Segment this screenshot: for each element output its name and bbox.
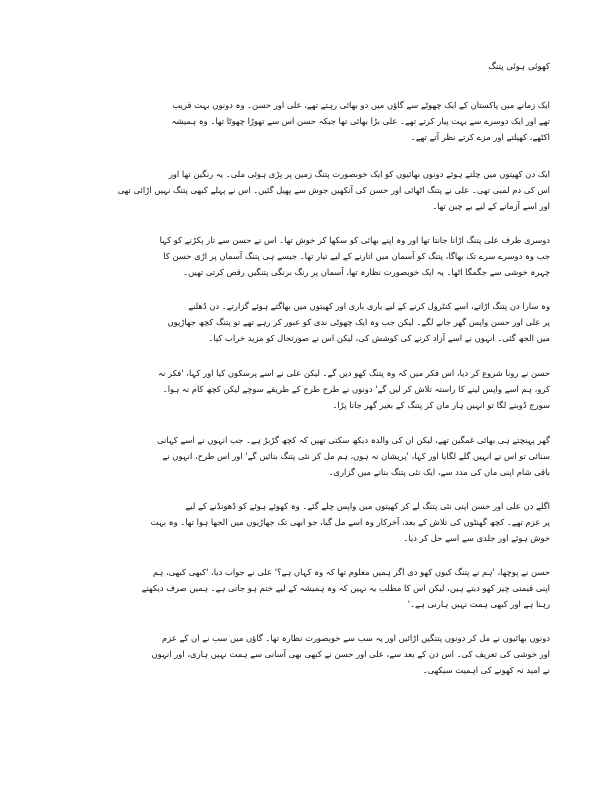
paragraph-line: اپنی قیمتی چیز کھو دیتے ہیں، لیکن اس کا مطلب یہ نہیں کہ وہ ہمیشہ کے لیے ختم ہو جاتی ہے۔ ہمیں صرف دیکھتے (141, 583, 550, 593)
paragraph-8 (60, 564, 550, 612)
paragraph-line: چہرہ خوشی سے جگمگا اٹھا۔ یہ ایک خوبصورت نظارہ تھا، آسمان پر رنگ برنگی پتنگیں رقص کرتی تھیں۔ (183, 267, 550, 277)
paragraph-line: ایک دن کھیتوں میں چلتے ہوئے دونوں بھائیوں کو ایک خوبصورت پتنگ زمین پر پڑی ہوئی ملی۔ یہ رنگین تھا اور (168, 169, 550, 179)
paragraph-3 (60, 232, 550, 280)
paragraph-7 (60, 498, 550, 546)
paragraph-line: حسن نے پوچھا، 'ہم نے پتنگ کیوں کھو دی اگر ہمیں معلوم تھا کہ وہ کہاں ہے؟' علی نے جواب دیا، 'کبھی کبھی، ہم (152, 567, 550, 577)
paragraph-line: دونوں بھائیوں نے مل کر دونوں پتنگیں اڑائیں اور یہ سب سے خوبصورت نظارہ تھا۔ گاؤں میں سب نے ان کے عزم (162, 633, 550, 643)
paragraph-line: اور خوشی کی تعریف کی۔ اس دن کے بعد سے، علی اور حسن نے کبھی بھی آسانی سے ہمت نہیں ہاری، اور انہوں (151, 649, 550, 659)
paragraph-1 (60, 97, 550, 145)
paragraph-5 (60, 365, 550, 413)
paragraph-line: وہ سارا دن پتنگ اڑاتے، اسے کنٹرول کرنے کے لیے باری باری اور کھیتوں میں بھاگتے ہوئے گزارتے۔ دن ڈھلنے (188, 301, 550, 311)
paragraph-line: اگلے دن علی اور حسن اپنی نئی پتنگ لے کر کھیتوں میں واپس چلے گئے۔ وہ کھوئے ہوئے کو ڈھونڈنے کے لیے (185, 501, 550, 511)
paragraph-line: سنائی تو اس نے انہیں گلے لگایا اور کہا، 'پریشان نہ ہوں، ہم مل کر نئی پتنگ بنائیں گے' اور اس طرح، انہوں نے (162, 451, 550, 461)
paragraph-line: گھر پہنچتے ہی بھائی غمگین تھے، لیکن ان کی والدہ دیکھ سکتی تھیں کہ کچھ گڑبڑ ہے۔ جب انہوں نے اسے کہانی (157, 435, 550, 445)
paragraph-2 (60, 166, 550, 214)
paragraph-line: پر عزم تھے۔ کچھ گھنٹوں کی تلاش کے بعد، آخرکار وہ اسے مل گیا، جو ابھی تک جھاڑیوں میں الجھا ہوا تھا۔ وہ بہت (150, 517, 550, 527)
paragraph-line: دوسری طرف علی پتنگ اڑانا جانتا تھا اور وہ اپنے بھائی کو سکھا کر خوش تھا۔ اس نے حسن سے تار پکڑنے کو کہا (159, 235, 550, 245)
paragraph-line: اور اسے آزمانے کے لیے بے چین تھا۔ (432, 201, 550, 211)
paragraph-line: ایک زمانے میں پاکستان کے ایک چھوٹے سے گاؤں میں دو بھائی رہتے تھے، علی اور حسن۔ وہ دونوں بہت قریب (172, 100, 550, 110)
paragraph-line: اس کی دم لمبی تھی۔ علی نے پتنگ اٹھائی اور حسن کی آنکھیں جوش سے پھیل گئیں۔ اس نے پہلے کبھی پتنگ نہیں اڑائی تھی (117, 185, 550, 195)
paragraph-line: باقی شام اپنی ماں کی مدد سے، ایک نئی پتنگ بنانے میں گزاری۔ (328, 467, 550, 477)
paragraph-6 (60, 432, 550, 480)
paragraph-9 (60, 630, 550, 678)
paragraph-line: پر علی اور حسن واپس گھر جانے لگے۔ لیکن جب وہ ایک چھوٹی ندی کو عبور کر رہے تھے تو پتنگ کچھ جھاڑیوں (167, 317, 550, 327)
document-title: کھوئی ہوئی پتنگ (488, 62, 550, 72)
paragraph-line: خوش ہوئے اور جلدی سے اسے حل کر دیا۔ (403, 533, 550, 543)
paragraph-line: حسن نے رونا شروع کر دیا، اس فکر میں کہ وہ پتنگ کھو دیں گے۔ لیکن علی نے اسے پرسکون کیا اور کہا، 'فکر نہ (158, 368, 550, 378)
paragraph-line: جب وہ دوسرے سرے تک بھاگا، پتنگ کو آسمان میں اتارنے کے لیے تیار تھا۔ جیسے ہی پتنگ آسمان پر اڑی حسن کا (163, 251, 550, 261)
paragraph-line: نے امید نہ کھونے کی اہمیت سیکھی۔ (422, 665, 550, 675)
paragraph-line: میں الجھ گئی۔ انہوں نے اسے آزاد کرنے کی کوشش کی، لیکن اس نے صورتحال کو مزید خراب کیا۔ (208, 333, 550, 343)
paragraph-line: سورج ڈوبنے لگا تو انہیں ہار مان کر پتنگ کے بغیر گھر جانا پڑا۔ (332, 400, 550, 410)
paragraph-line: تھے اور ایک دوسرے سے بہت پیار کرتے تھے۔ علی بڑا بھائی تھا جبکہ حسن اس سے تھوڑا چھوٹا تھا۔ وہ ہمیشہ (171, 116, 550, 126)
paragraph-line: رہنا ہے اور کبھی ہمت نہیں ہارنی ہے۔' (407, 599, 550, 609)
paragraph-line: اکٹھے، کھیلتے اور مزے کرتے نظر آتے تھے۔ (410, 132, 550, 142)
paragraph-4 (60, 298, 550, 346)
paragraph-line: کرو، ہم اسے واپس لینے کا راستہ تلاش کر لیں گے' دونوں نے طرح طرح کے طریقے سوچے لیکن کچھ کام نہ ہوا۔ (162, 384, 550, 394)
